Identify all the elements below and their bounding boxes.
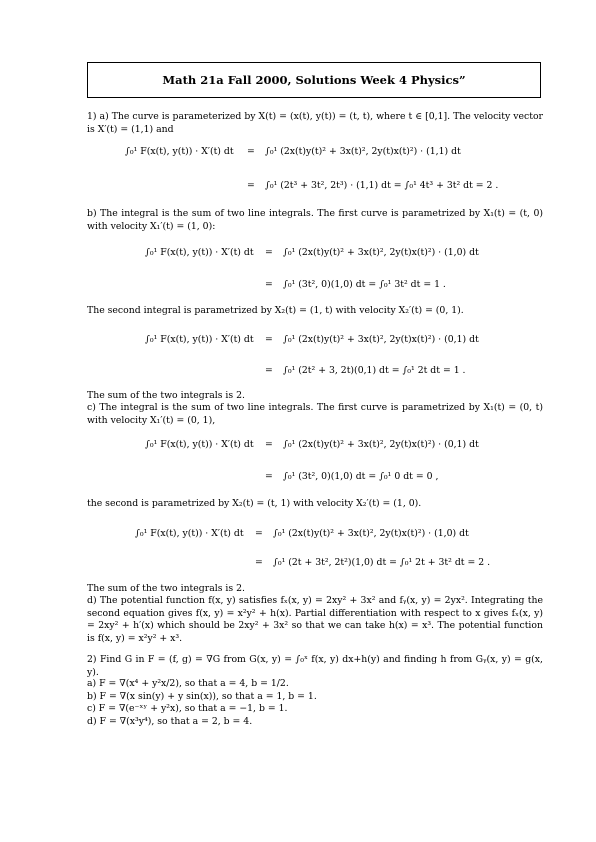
equation-e-r2: ∫₀¹ (2t + 3t², 2t²)(1,0) dt = ∫₀¹ 2t + 3t² dt = 2 .	[273, 557, 491, 568]
paragraph-1b: b) The integral is the sum of two line integrals. The first curve is parametrized by X₁(t) = (t, 0) with velocity X₁′(t) = (1, 0):	[87, 208, 543, 232]
paragraph-1b-second: The second integral is parametrized by X₂(t) = (1, t) with velocity X₂′(t) = (0, 1).	[87, 305, 464, 316]
equation-d-eq2: =	[265, 471, 273, 482]
equation-e-eq2: =	[255, 557, 263, 568]
equation-b-lhs: ∫₀¹ F(x(t), y(t)) · X′(t) dt	[145, 247, 254, 258]
equation-b-r2: ∫₀¹ (3t², 0)(1,0) dt = ∫₀¹ 3t² dt = 1 .	[283, 279, 446, 290]
paragraph-1c: c) The integral is the sum of two line integrals. The first curve is parametrized by X₁(t) = (0, t) with velocity X₁′(t) = (0, 1),	[87, 402, 543, 426]
equation-c-r1: ∫₀¹ (2x(t)y(t)² + 3x(t)², 2y(t)x(t)²) · (0,1) dt	[283, 334, 479, 345]
equation-d-r1: ∫₀¹ (2x(t)y(t)² + 3x(t)², 2y(t)x(t)²) · (0,1) dt	[283, 439, 479, 450]
answer-d: d) F = ∇(x³y⁴), so that a = 2, b = 4.	[87, 715, 253, 727]
equation-b-r1: ∫₀¹ (2x(t)y(t)² + 3x(t)², 2y(t)x(t)²) · (1,0) dt	[283, 247, 479, 258]
answer-a: a) F = ∇(x⁴ + y²x/2), so that a = 4, b = 1/2.	[87, 678, 289, 689]
page-title: Math 21a Fall 2000, Solutions Week 4 Physics”	[162, 73, 466, 87]
equation-c-r2: ∫₀¹ (2t² + 3, 2t)(0,1) dt = ∫₀¹ 2t dt = 1 .	[283, 365, 466, 376]
answer-b: b) F = ∇(x sin(y) + y sin(x)), so that a = 1, b = 1.	[87, 690, 317, 702]
equation-a-eq1: =	[247, 146, 255, 157]
equation-a-r1: ∫₀¹ (2x(t)y(t)² + 3x(t)², 2y(t)x(t)²) · (1,1) dt	[265, 146, 461, 157]
answer-c: c) F = ∇(e⁻ˣʸ + y²x), so that a = −1, b = 1.	[87, 703, 288, 714]
sum-c: The sum of the two integrals is 2.	[87, 583, 246, 594]
sum-b: The sum of the two integrals is 2.	[87, 390, 246, 401]
equation-c-eq1: =	[265, 334, 273, 345]
equation-a-eq2: =	[247, 180, 255, 191]
equation-d-lhs: ∫₀¹ F(x(t), y(t)) · X′(t) dt	[145, 439, 254, 450]
equation-e-eq1: =	[255, 528, 263, 539]
paragraph-1d: d) The potential function f(x, y) satisfies fₓ(x, y) = 2xy² + 3x² and fᵧ(x, y) = 2yx². Integrating the second equation gives f(x, y) = x²y² + h(x). Partial differentiation with respect to x gives fₓ(x, y) = 2xy² + h′(x) which should be 2xy² + 3x² so that we can take h(x) = x³. The potential function is f(x, y) = x²y² + x³.	[87, 595, 543, 644]
equation-a-r2: ∫₀¹ (2t³ + 3t², 2t³) · (1,1) dt = ∫₀¹ 4t³ + 3t² dt = 2 .	[265, 180, 499, 191]
equation-c-eq2: =	[265, 365, 273, 376]
equation-c-lhs: ∫₀¹ F(x(t), y(t)) · X′(t) dt	[145, 334, 254, 345]
paragraph-2: 2) Find G in F = (f, g) = ∇G from G(x, y) = ∫₀ˣ f(x, y) dx+h(y) and finding h from Gᵧ(x, y) = g(x, y).	[87, 654, 543, 678]
equation-e-lhs: ∫₀¹ F(x(t), y(t)) · X′(t) dt	[135, 528, 244, 539]
paragraph-1a: 1) a) The curve is parameterized by X(t) = (x(t), y(t)) = (t, t), where t ∈ [0,1]. The velocity vector is X′(t) = (1,1) and	[87, 111, 543, 135]
equation-e-r1: ∫₀¹ (2x(t)y(t)² + 3x(t)², 2y(t)x(t)²) · (1,0) dt	[273, 528, 469, 539]
title-box	[87, 62, 541, 98]
answer-list	[87, 678, 543, 728]
equation-d-eq1: =	[265, 439, 273, 450]
paragraph-1c-second: the second is parametrized by X₂(t) = (t, 1) with velocity X₂′(t) = (1, 0).	[87, 498, 422, 509]
equation-a-lhs: ∫₀¹ F(x(t), y(t)) · X′(t) dt	[125, 146, 234, 157]
equation-d-r2: ∫₀¹ (3t², 0)(1,0) dt = ∫₀¹ 0 dt = 0 ,	[283, 471, 439, 482]
equation-b-eq1: =	[265, 247, 273, 258]
equation-b-eq2: =	[265, 279, 273, 290]
